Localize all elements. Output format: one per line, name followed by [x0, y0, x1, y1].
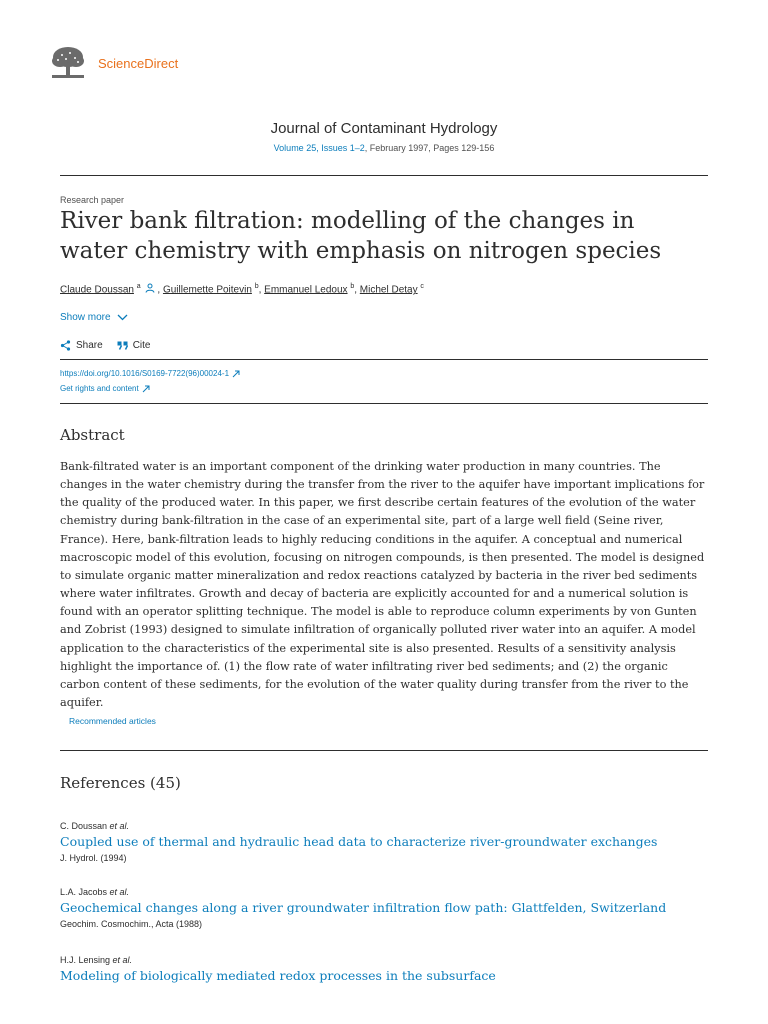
reference-authors: H.J. Lensing et al. — [60, 955, 133, 965]
external-link-icon — [232, 370, 240, 378]
reference-title-link[interactable]: Geochemical changes along a river groundwater infiltration flow path: Glattfelden, Switzerland — [60, 900, 667, 915]
share-button[interactable] — [60, 340, 103, 351]
show-more-label: Show more — [60, 312, 111, 323]
abstract-heading: Abstract — [60, 426, 125, 444]
external-link-icon — [142, 385, 150, 393]
brand-name: ScienceDirect — [98, 55, 179, 71]
author-list: Claude Doussan $^a$ , Guillemette Poitevin $^b$, Emmanuel Ledoux $^b$, Michel Detay $^c$ — [60, 283, 424, 296]
reference-item — [60, 955, 708, 983]
doi-text: https://doi.org/10.1016/S0169-7722(96)00024-1 — [60, 369, 230, 378]
elsevier-tree-icon — [48, 45, 88, 81]
author-link[interactable]: Michel Detay — [359, 284, 418, 296]
issue-info — [0, 143, 768, 153]
reference-item — [60, 821, 708, 863]
author-affiliation[interactable]: b — [350, 283, 355, 290]
cite-label: Cite — [132, 340, 151, 351]
volume-link[interactable]: Volume 25, Issues 1–2 — [273, 143, 365, 153]
share-icon — [60, 340, 71, 351]
show-more-button[interactable] — [60, 312, 128, 323]
person-icon[interactable] — [145, 283, 155, 293]
divider — [60, 359, 708, 360]
sciencedirect-logo[interactable] — [48, 44, 198, 82]
references-heading: References (45) — [60, 774, 181, 792]
rights-text: Get rights and content — [60, 384, 139, 393]
divider — [60, 175, 708, 176]
journal-title[interactable]: Journal of Contaminant Hydrology — [270, 120, 498, 137]
chevron-down-icon — [117, 314, 128, 321]
reference-title-link[interactable]: Modeling of biologically mediated redox processes in the subsurface — [60, 968, 496, 983]
abstract-text: Bank-filtrated water is an important component of the drinking water production in many countries. The changes in the water chemistry during the transfer from the river to the aquifer have important implications for the quality of the produced water. In this paper, we first describe certain features of the evolution of the water chemistry during bank-filtration in the case of an experimental site, part of a large well field (Seine river, France). Here, bank-filtration leads to highly reducing conditions in the aquifer. A conceptual and numerical macroscopic model of this evolution, focusing on nitrogen compounds, is then presented. The model is designed to simulate organic matter mineralization and redox reactions catalyzed by bacteria in the river bed sediments where water infiltrates. Growth and decay of bacteria are explicitly accounted for and a numerical solution is found with an operator splitting technique. The model is able to reproduce column experiments by von Gunten and Zobrist (1993) designed to simulate infiltration of organically polluted river water into an aquifer. A model application to the characteristics of the experimental site is also presented. Results of a sensitivity analysis highlight the importance of. (1) the flow rate of water infiltrating river bed sediments; and (2) the organic carbon content of these sediments, for the evolution of the water quality during transfer from the river to the aquifer. — [60, 460, 705, 710]
reference-authors: C. Doussan et al. — [60, 821, 130, 831]
article-type: Research paper — [60, 195, 125, 205]
reference-source: J. Hydrol. (1994) — [60, 853, 127, 863]
divider — [60, 750, 708, 751]
share-label: Share — [76, 340, 103, 351]
rights-link[interactable] — [60, 384, 150, 393]
quote-icon — [117, 341, 128, 350]
article-title: River bank filtration: modelling of the changes in water chemistry with emphasis on nitrogen species — [60, 208, 662, 264]
reference-source: Geochim. Cosmochim., Acta (1988) — [60, 919, 203, 929]
divider — [60, 403, 708, 404]
doi-link[interactable] — [60, 369, 240, 378]
author-link[interactable]: Guillemette Poitevin — [162, 284, 252, 296]
cite-button[interactable] — [117, 340, 151, 351]
article-actions — [60, 340, 150, 351]
author-affiliation[interactable]: b — [254, 283, 259, 290]
reference-authors: L.A. Jacobs et al. — [60, 887, 130, 897]
author-affiliation[interactable]: c — [420, 283, 424, 290]
issue-details: , February 1997, Pages 129-156 — [364, 143, 495, 153]
reference-item — [60, 887, 708, 929]
author-link[interactable]: Emmanuel Ledoux — [264, 284, 348, 296]
author-link[interactable]: Claude Doussan — [60, 284, 134, 296]
recommended-articles-link[interactable]: Recommended articles — [69, 716, 156, 726]
author-affiliation[interactable]: a — [136, 283, 141, 290]
reference-title-link[interactable]: Coupled use of thermal and hydraulic head data to characterize river-groundwater exchanges — [60, 834, 658, 849]
